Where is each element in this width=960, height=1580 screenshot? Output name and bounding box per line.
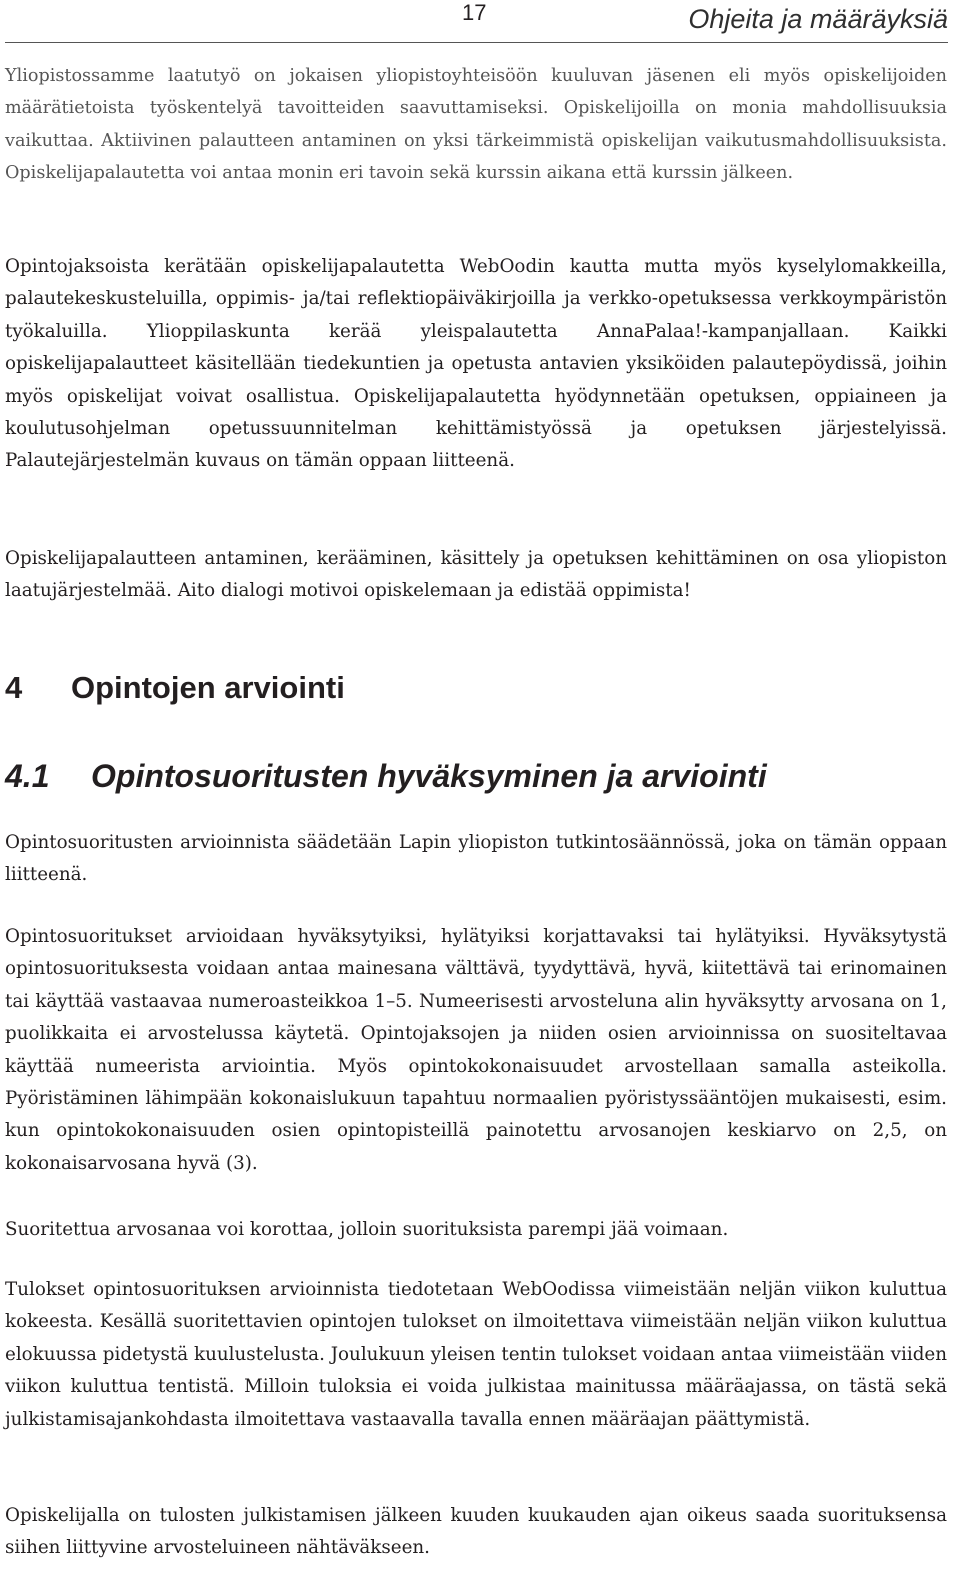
subsection-heading — [5, 758, 767, 795]
body-paragraph: Opintosuoritusten arvioinnista säädetään Lapin yliopiston tutkintosäännössä, joka on tämän oppaan liitteenä. — [5, 832, 947, 886]
section-title: Opintojen arviointi — [71, 670, 345, 705]
body-paragraph: Opiskelijalla on tulosten julkistamisen jälkeen kuuden kuukauden ajan oikeus saada suorituksensa siihen liittyvine arvosteluineen nähtäväkseen. — [5, 1505, 947, 1559]
feedback-paragraph: Opintojaksoista kerätään opiskelijapalautetta WebOodin kautta mutta myös kyselylomakkeilla, palautekeskusteluilla, oppimis- ja/tai reflektiopäiväkirjoilla ja verkko-opetuksessa verkkoympäristön työkaluilla. Ylioppilaskunta kerää yleispalautetta AnnaPalaa!-kampanjallaan. Kaikki opiskelijapalautteet käsitellään tiedekuntien ja opetusta antavien yksiköiden palautepöydissä, joihin myös opiskelijat voivat osallistua. Opiskelijapalautetta hyödynnetään opetuksen, oppiaineen ja koulutusohjelman opetussuunnitelman kehittämistyössä ja opetuksen järjestelyissä. Palautejärjestelmän kuvaus on tämän oppaan liitteenä. — [5, 256, 947, 472]
page-number: 17 — [462, 0, 487, 25]
section-heading — [5, 670, 345, 706]
section-number: 4 — [5, 670, 23, 705]
header-divider — [5, 42, 948, 43]
body-paragraph: Opintosuoritukset arvioidaan hyväksytyiksi, hylätyiksi korjattavaksi tai hylätyiksi. Hyväksytystä opintosuorituksesta voidaan antaa mainesana välttävä, tyydyttävä, hyvä, kiitettävä tai erinomainen tai käyttää vastaavaa numeroasteikkoa 1–5. Numeerisesti arvosteluna alin hyväksytty arvosana on 1, puolikkaita ei arvostelussa käytetä. Opintojaksojen ja niiden osien arvioinnissa on suositeltavaa käyttää numeerista arviointia. Myös opintokokonaisuudet arvostellaan samalla asteikolla. Pyöristäminen lähimpään kokonaislukuun tapahtuu normaalien pyöristyssääntöjen mukaisesti, esim. kun opintokokonaisuuden osien opintopisteillä painotettu arvosanojen keskiarvo on 2,5, on kokonaisarvosana hyvä (3). — [5, 926, 947, 1174]
body-paragraph: Suoritettua arvosanaa voi korottaa, jolloin suorituksista parempi jää voimaan. — [5, 1219, 729, 1240]
intro-paragraph: Yliopistossamme laatutyö on jokaisen yliopistoyhteisöön kuuluvan jäsenen eli myös opiskelijoiden määrätietoista työskentelyä tavoitteiden saavuttamiseksi. Opiskelijoilla on monia mahdollisuuksia vaikuttaa. Aktiivinen palautteen antaminen on yksi tärkeimmistä opiskelijan vaikutusmahdollisuuksista. Opiskelijapalautetta voi antaa monin eri tavoin sekä kurssin aikana että kurssin jälkeen. — [5, 66, 947, 184]
subsection-number: 4.1 — [5, 758, 50, 794]
running-header-title: Ohjeita ja määräyksiä — [688, 4, 948, 34]
feedback-paragraph: Opiskelijapalautteen antaminen, kerääminen, käsittely ja opetuksen kehittäminen on osa yliopiston laatujärjestelmää. Aito dialogi motivoi opiskelemaan ja edistää oppimista! — [5, 548, 947, 602]
subsection-title: Opintosuoritusten hyväksyminen ja arviointi — [91, 758, 767, 794]
body-paragraph: Tulokset opintosuorituksen arvioinnista tiedotetaan WebOodissa viimeistään neljän viikon kuluttua kokeesta. Kesällä suoritettavien opintojen tulokset on ilmoitettava viimeistään neljän viikon kuluttua elokuussa pidetystä kuulustelusta. Joulukuun yleisen tentin tulokset voidaan antaa viimeistään viiden viikon kuluttua tentistä. Milloin tuloksia ei voida julkistaa mainitussa määräajassa, on tästä sekä julkistamisajankohdasta ilmoitettava vastaavalla tavalla ennen määräajan päättymistä. — [5, 1279, 947, 1430]
